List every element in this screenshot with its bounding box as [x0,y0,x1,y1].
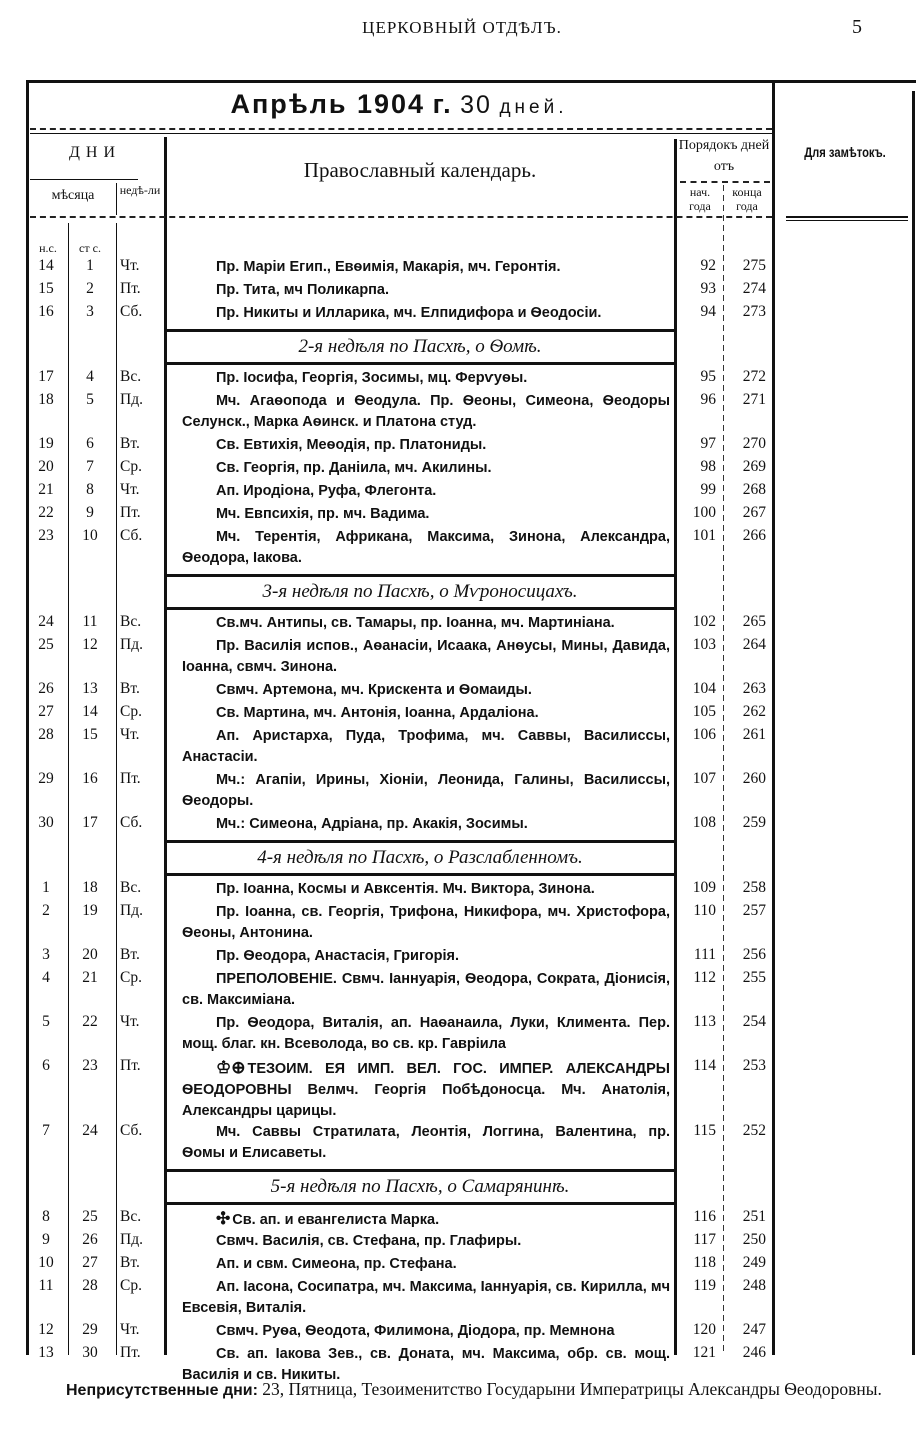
old-style-date: 18 [82,879,98,896]
new-style-date: 6 [42,1057,50,1074]
days-to-end: 262 [742,703,766,720]
commemoration-text: Мч.: Агапіи, Ирины, Хіоніи, Леонида, Галины, Василиссы, Ѳеодоры. [182,772,670,809]
day-from-start: 119 [693,1277,716,1294]
weekday: Чт. [120,1321,140,1338]
days-to-end: 248 [742,1277,766,1294]
days-to-end: 263 [742,680,766,697]
order-dotted-divider [723,185,724,1355]
old-style-date: 14 [82,703,98,720]
running-head: ЦЕРКОВНЫЙ ОТДѢЛЪ. [362,18,562,37]
new-style-date: 24 [38,613,54,630]
new-style-date: 4 [42,969,50,986]
saints-commemoration [182,902,670,944]
old-style-date: 23 [82,1057,98,1074]
saints-commemoration [182,1321,670,1342]
saints-commemoration [182,257,670,278]
saints-commemoration [182,280,670,301]
header-order-rule [680,181,770,183]
weekday: Чт. [120,726,140,743]
day-from-start: 111 [693,946,716,963]
old-style-date: 6 [86,435,94,452]
new-style-date: 30 [38,814,54,831]
day-from-start: 94 [700,303,716,320]
days-to-end: 251 [742,1208,766,1225]
saints-commemoration [182,481,670,502]
days-to-end: 253 [742,1057,766,1074]
weekday: Вт. [120,1254,140,1271]
commemoration-text: Ап. Аристарха, Пуда, Трофима, мч. Саввы, Василиссы, Анастасіи. [182,728,670,765]
commemoration-text: ПРЕПОЛОВЕНІЕ. Свмч. Іаннуарія, Ѳеодора, Сократа, Діонисія, св. Максиміана. [182,971,670,1008]
weekday: Чт. [120,1013,140,1030]
old-style-date: 21 [82,969,98,986]
weekday: Ср. [120,969,142,986]
days-to-end: 270 [742,435,766,452]
new-style-date: 11 [38,1277,54,1294]
new-style-date: 7 [42,1122,50,1139]
old-style-date: 10 [82,527,98,544]
commemoration-text: Св. Евтихія, Меѳодія, пр. Платониды. [216,437,487,453]
header-rule-top [30,128,772,130]
day-from-start: 98 [700,458,716,475]
days-to-end: 257 [742,902,766,919]
weekday: Вс. [120,613,142,630]
saints-commemoration [182,1208,670,1231]
notes-rule-2 [786,220,908,221]
weekday: Сб. [120,814,143,831]
saints-commemoration [182,703,670,724]
new-style-date: 15 [38,280,54,297]
commemoration-text: Ап. Иродіона, Руфа, Флегонта. [216,483,437,499]
days-to-end: 275 [742,257,766,274]
cross-icon: ✣ [216,1209,231,1228]
commemoration-text: Пр. Тита, мч Поликарпа. [216,282,390,298]
new-style-date: 23 [38,527,54,544]
header-notes: Для замѣтокъ. [804,144,886,160]
days-to-end: 249 [742,1254,766,1271]
new-style-date: 19 [38,435,54,452]
old-style-date: 15 [82,726,98,743]
days-to-end: 254 [742,1013,766,1030]
day-from-start: 109 [692,879,716,896]
weekday: Пд. [120,391,143,408]
old-style-date: 12 [82,636,98,653]
ns-divider [68,223,69,1355]
old-style-date: 13 [82,680,98,697]
old-style-date: 3 [86,303,94,320]
days-to-end: 252 [742,1122,766,1139]
saints-commemoration [182,368,670,389]
commemoration-text: Мч. Евпсихія, пр. мч. Вадима. [216,506,430,522]
commemoration-text: Пр. Іоанна, Космы и Авксентія. Мч. Виктора, Зинона. [216,881,595,897]
weekday: Ср. [120,458,142,475]
new-style-date: 17 [38,368,54,385]
weekday: Пд. [120,902,143,919]
commemoration-text: Пр. Никиты и Илларика, мч. Елпидифора и Ѳеодосіи. [216,305,602,321]
day-from-start: 108 [692,814,716,831]
commemoration-text: Мч. Терентія, Африкана, Максима, Зинона, Александра, Ѳеодора, Іакова. [182,529,670,566]
new-style-date: 27 [38,703,54,720]
header-week: недѣ-ли [119,183,161,197]
old-style-date: 9 [86,504,94,521]
days-to-end: 246 [742,1344,766,1361]
weekday: Чт. [120,257,140,274]
header-new-style: н.с. [39,241,57,255]
header-rule-bottom [30,216,772,218]
day-from-start: 103 [692,636,716,653]
header-calendar: Православный календарь. [303,158,537,182]
new-style-date: 1 [42,879,50,896]
saints-commemoration [182,946,670,967]
weekday: Сб. [120,527,143,544]
commemoration-text: Св. Георгія, пр. Даніила, мч. Акилины. [216,460,492,476]
new-style-date: 18 [38,391,54,408]
weekday: Сб. [120,303,143,320]
commemoration-text: Пр. Іосифа, Георгія, Зосимы, мц. Ферѵуѳы. [216,370,528,386]
weekday: Ср. [120,703,142,720]
days-to-end: 261 [742,726,766,743]
old-style-date: 22 [82,1013,98,1030]
new-style-date: 25 [38,636,54,653]
weekday: Пд. [120,636,143,653]
new-style-date: 8 [42,1208,50,1225]
header-to-end: конца года [732,185,762,213]
weekday: Вс. [120,1208,142,1225]
saints-commemoration [182,1122,670,1164]
saints-commemoration [182,770,670,812]
old-style-date: 7 [86,458,94,475]
month-title [26,89,772,120]
header-old-style: ст с. [79,241,101,255]
old-style-date: 25 [82,1208,98,1225]
commemoration-text: Свмч. Руѳа, Ѳеодота, Филимона, Діодора, пр. Мемнона [216,1323,615,1339]
days-to-end: 266 [742,527,766,544]
commemoration-text: Пр. Ѳеодора, Виталія, ап. Наѳанаила, Луки, Климента. Пер. мощ. благ. кн. Всеволода, во св. кр. Гавріила [182,1015,670,1052]
day-count: 30 [460,91,492,119]
saints-commemoration [182,527,670,569]
days-to-end: 267 [742,504,766,521]
old-style-date: 20 [82,946,98,963]
week-heading: 2-я недѣля по Пасхѣ, о Ѳомѣ. [166,329,674,365]
days-to-end: 260 [742,770,766,787]
weekday: Сб. [120,1122,143,1139]
saints-commemoration [182,814,670,835]
header-days: ДНИ [68,144,122,161]
new-style-date: 29 [38,770,54,787]
header-order: Порядокъ дней отъ [678,138,770,174]
saints-commemoration [182,680,670,701]
old-style-date: 5 [86,391,94,408]
commemoration-text: Пр. Ѳеодора, Анастасія, Григорія. [216,948,460,964]
weekday: Вт. [120,946,140,963]
commemoration-text: Св. ап. Іакова Зев., св. Доната, мч. Максима, обр. св. мощ. Василія и св. Никиты. [182,1346,670,1383]
commemoration-text: Св.мч. Антипы, св. Тамары, пр. Іоанна, мч. Мартиніана. [216,615,615,631]
day-from-start: 114 [693,1057,716,1074]
old-style-date: 1 [86,257,94,274]
day-from-start: 116 [693,1208,716,1225]
day-from-start: 112 [693,969,716,986]
new-style-date: 9 [42,1231,50,1248]
day-from-start: 95 [700,368,716,385]
saints-commemoration [182,636,670,678]
old-style-date: 30 [82,1344,98,1361]
old-style-date: 16 [82,770,98,787]
days-to-end: 264 [742,636,766,653]
saints-commemoration [182,613,670,634]
days-to-end: 274 [742,280,766,297]
old-style-date: 24 [82,1122,98,1139]
day-from-start: 92 [700,257,716,274]
days-to-end: 272 [742,368,766,385]
day-from-start: 107 [692,770,716,787]
new-style-date: 3 [42,946,50,963]
new-style-date: 21 [38,481,54,498]
days-to-end: 271 [742,391,766,408]
commemoration-text: Пр. Іоанна, св. Георгія, Трифона, Никифора, мч. Христофора, Ѳеоны, Антонина. [182,904,670,941]
days-to-end: 250 [742,1231,766,1248]
saints-commemoration [182,303,670,324]
days-to-end: 273 [742,303,766,320]
footer-note [26,1376,892,1404]
week-heading: 5-я недѣля по Пасхѣ, о Самарянинѣ. [166,1169,674,1205]
day-from-start: 115 [693,1122,716,1139]
day-from-start: 97 [700,435,716,452]
week-heading: 4-я недѣля по Пасхѣ, о Разслабленномъ. [166,840,674,876]
day-from-start: 105 [692,703,716,720]
days-to-end: 269 [742,458,766,475]
day-from-start: 100 [692,504,716,521]
commemoration-text: Свмч. Василія, св. Стефана, пр. Глафиры. [216,1233,522,1249]
os-divider [116,223,117,1355]
old-style-date: 8 [86,481,94,498]
saints-commemoration [182,1254,670,1275]
commemoration-text: Пр. Василія испов., Аѳанасіи, Исаака, Анѳусы, Мины, Давида, Іоанна, свмч. Зинона. [182,638,670,675]
day-from-start: 96 [700,391,716,408]
weekday: Пт. [120,504,141,521]
new-style-date: 12 [38,1321,54,1338]
weekday: Пт. [120,770,141,787]
old-style-date: 26 [82,1231,98,1248]
commemoration-text: ТЕЗОИМ. ЕЯ ИМП. ВЕЛ. ГОС. ИМПЕР. АЛЕКСАНДРЫ ѲЕОДОРОВНЫ Велмч. Георгія Побѣдоносца. Мч. Анатолія, Александры царицы. [182,1061,670,1119]
weekday: Чт. [120,481,140,498]
footer-text: 23, Пятница, Тезоименитство Государыни Императрицы Александры Ѳеодоровны. [262,1379,882,1399]
saints-commemoration [182,879,670,900]
new-style-date: 22 [38,504,54,521]
day-from-start: 101 [692,527,716,544]
crown-cross-icon: ♔⊕ [216,1058,246,1077]
old-style-date: 28 [82,1277,98,1294]
commemoration-text: Св. Мартина, мч. Антонія, Іоанна, Ардаліона. [216,705,539,721]
weekday: Вс. [120,879,142,896]
commemoration-text: Ап. и свм. Симеона, пр. Стефана. [216,1256,457,1272]
new-style-date: 26 [38,680,54,697]
old-style-date: 11 [82,613,98,630]
saints-commemoration [182,435,670,456]
saints-commemoration [182,1277,670,1319]
new-style-date: 13 [38,1344,54,1361]
old-style-date: 2 [86,280,94,297]
day-from-start: 102 [692,613,716,630]
header-month-divider [116,183,117,215]
table-right-border [912,91,915,1355]
day-from-start: 110 [693,902,716,919]
days-to-end: 268 [742,481,766,498]
saints-commemoration [182,1057,670,1122]
day-from-start: 93 [700,280,716,297]
new-style-date: 5 [42,1013,50,1030]
day-from-start: 106 [692,726,716,743]
new-style-date: 2 [42,902,50,919]
year-abbrev: г. [432,89,453,119]
weekday: Пт. [120,280,141,297]
header-from-start: нач. года [689,185,711,213]
saints-commemoration [182,969,670,1011]
saints-commemoration [182,1231,670,1252]
days-to-end: 259 [742,814,766,831]
commemoration-text: Ап. Іасона, Сосипатра, мч. Максима, Іаннуарія, св. Кирилла, мч Евсевія, Виталія. [182,1279,670,1316]
old-style-date: 17 [82,814,98,831]
page-number: 5 [852,16,862,38]
days-to-end: 258 [742,879,766,896]
days-to-end: 255 [742,969,766,986]
commemoration-text: Мч.: Симеона, Адріана, пр. Акакія, Зосимы. [216,816,528,832]
header-month: мѣсяца [51,188,95,203]
header-rule-top-2 [30,133,772,134]
week-heading: 3-я недѣля по Пасхѣ, о Мѵроносицахъ. [166,574,674,610]
month-year: Апрѣль 1904 [230,89,426,119]
weekday: Вс. [120,368,142,385]
old-style-date: 4 [86,368,94,385]
saints-commemoration [182,504,670,525]
old-style-date: 29 [82,1321,98,1338]
new-style-date: 10 [38,1254,54,1271]
calendar-right-divider [674,139,677,1355]
weekday: Пд. [120,1231,143,1248]
commemoration-text: Свмч. Артемона, мч. Крискента и Ѳомаиды. [216,682,532,698]
commemoration-text: Пр. Маріи Егип., Евѳимія, Макарія, мч. Геронтія. [216,259,561,275]
days-to-end: 265 [742,613,766,630]
day-from-start: 118 [693,1254,716,1271]
saints-commemoration [182,391,670,433]
new-style-date: 20 [38,458,54,475]
old-style-date: 19 [82,902,98,919]
header-days-rule [30,179,138,180]
days-to-end: 247 [742,1321,766,1338]
day-from-start: 99 [700,481,716,498]
calendar-table [26,80,916,1383]
days-to-end: 256 [742,946,766,963]
commemoration-text: Мч. Саввы Стратилата, Леонтія, Логгина, Валентина, пр. Ѳомы и Елисаветы. [182,1124,670,1161]
table-mid-border [772,83,775,1355]
day-from-start: 113 [693,1013,716,1030]
day-from-start: 117 [693,1231,716,1248]
day-from-start: 104 [692,680,716,697]
weekday: Вт. [120,435,140,452]
day-from-start: 120 [692,1321,716,1338]
weekday: Пт. [120,1057,141,1074]
saints-commemoration [182,458,670,479]
saints-commemoration [182,1013,670,1055]
commemoration-text: Св. ап. и евангелиста Марка. [232,1212,440,1228]
commemoration-text: Мч. Агаѳопода и Ѳеодула. Пр. Ѳеоны, Симеона, Ѳеодоры Селунск., Марка Аѳинск. и Платона студ. [182,393,670,430]
weekday: Вт. [120,680,140,697]
old-style-date: 27 [82,1254,98,1271]
footer-label: Неприсутственные дни: [66,1382,258,1399]
new-style-date: 28 [38,726,54,743]
weekday: Ср. [120,1277,142,1294]
notes-rule [786,216,908,218]
weekday: Пт. [120,1344,141,1361]
saints-commemoration [182,726,670,768]
new-style-date: 16 [38,303,54,320]
new-style-date: 14 [38,257,54,274]
day-from-start: 121 [692,1344,716,1361]
days-word: дней. [499,97,568,118]
